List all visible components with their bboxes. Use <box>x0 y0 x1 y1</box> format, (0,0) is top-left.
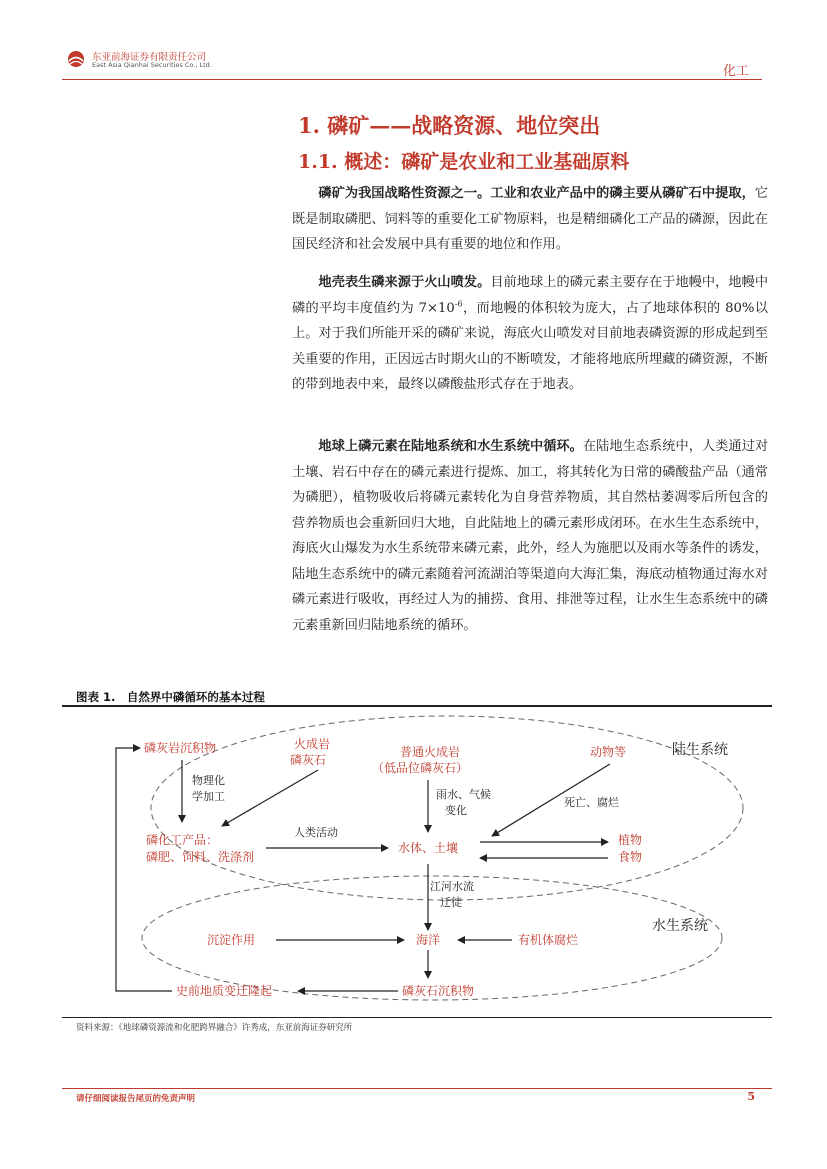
label-physical-line2: 学加工 <box>192 790 225 803</box>
node-common-igneous-line2: （低品位磷灰石） <box>372 761 469 775</box>
subsection-heading: 1.1. 概述：磷矿是农业和工业基础原料 <box>298 151 630 173</box>
paragraph-3-lead: 地球上磷元素在陆地系统和水生系统中循环。 <box>318 439 583 454</box>
node-animals: 动物等 <box>590 745 627 759</box>
node-sedimentation: 沉淀作用 <box>207 933 256 947</box>
node-plants-line2: 食物 <box>618 850 643 864</box>
land-system-label: 陆生系统 <box>672 742 728 758</box>
figure-title: 图表 1. 自然界中磷循环的基本过程 <box>76 690 265 704</box>
arrow-igneous-to-chem <box>222 770 318 826</box>
company-logo-icon <box>66 50 86 68</box>
node-chem-products-line1: 磷化工产品： <box>146 833 219 847</box>
disclaimer-note: 请仔细阅读报告尾页的免责声明 <box>76 1094 196 1104</box>
node-water-soil: 水体、土壤 <box>398 841 459 855</box>
footer-divider <box>62 1088 772 1089</box>
paragraph-3 <box>292 434 768 638</box>
company-name-en: East Asia Qianhai Securities Co., Ltd. <box>92 61 212 69</box>
paragraph-2-text-a: 目前地球上的磷元素主要存在于地幔中，地幔中磷的平均丰度值约为 7×10 <box>292 275 769 316</box>
node-igneous-rock-line1: 火成岩 <box>294 737 331 751</box>
paragraph-2-text-b: ，而地幔的体积较为庞大，占了地球体积的 80%以上。对于我们所能开采的磷矿来说，海底火山喷发对目前地表磷资源的形成起到至关重要的作用，正因远古时期火山的不断喷发，才能将地底所埋藏的磷资源，不断的带到地表中来，最终以磷酸盐形式存在于地表。 <box>292 300 768 392</box>
arrow-uplift-to-sediment <box>116 748 172 991</box>
water-system-label: 水生系统 <box>652 918 708 934</box>
label-river-line1: 江河水流 <box>430 880 474 893</box>
node-sedimentary-phosphate: 磷灰岩沉积物 <box>144 741 217 755</box>
label-human-activity: 人类活动 <box>294 826 338 839</box>
figure-bottom-rule <box>62 1017 772 1018</box>
node-common-igneous-line1: 普通火成岩 <box>400 745 461 759</box>
node-apatite-sediment: 磷灰石沉积物 <box>402 984 475 998</box>
paragraph-3-text: 在陆地生态系统中，人类通过对土壤、岩石中存在的磷元素进行提炼、加工，将其转化为日常的磷酸盐产品（通常为磷肥），植物吸收后将磷元素转化为自身营养物质，其自然枯萎凋零后所包含的营养物质也会重新回归大地，自此陆地上的磷元素形成闭环。在水生生态系统中，海底火山爆发为水生系统带来磷元素，此外，经人为施肥以及雨水等条件的诱发，陆地生态系统中的磷元素随着河流湖泊等渠道向大海汇集，海底动植物通过海水对磷元素进行吸收，再经过人为的捕捞、食用、排泄等过程，让水生生态系统中的磷元素重新回归陆地系统的循环。 <box>292 439 769 633</box>
paragraph-1-text: 它既是制取磷肥、饲料等的重要化工矿物原料，也是精细磷化工产品的磷源，因此在国民经济和社会发展中具有重要的地位和作用。 <box>292 186 768 252</box>
sector-label: 化工 <box>722 64 749 79</box>
node-ocean: 海洋 <box>416 933 441 947</box>
label-rain-line1: 雨水、气候 <box>436 788 491 801</box>
paragraph-2-lead: 地壳表生磷来源于火山喷发。 <box>318 275 491 290</box>
exponent: -6 <box>454 299 463 309</box>
label-river-line2: 迁徙 <box>440 896 462 909</box>
label-death-decay: 死亡、腐烂 <box>564 796 619 809</box>
node-igneous-rock-line2: 磷灰石 <box>290 753 327 767</box>
label-rain-line2: 变化 <box>445 804 467 817</box>
company-name-cn: 东亚前海证券有限责任公司 <box>92 52 207 63</box>
section-heading: 1. 磷矿——战略资源、地位突出 <box>298 113 601 138</box>
figure-source: 资料来源：《地球磷资源流和化肥跨界融合》许秀成，东亚前海证券研究所 <box>76 1023 353 1033</box>
header-divider <box>62 79 762 80</box>
paragraph-2 <box>292 270 768 398</box>
page-header <box>0 0 827 80</box>
figure-top-rule <box>62 705 772 707</box>
paragraph-1-lead: 磷矿为我国战略性资源之一。工业和农业产品中的磷主要从磷矿石中提取， <box>318 186 755 201</box>
phosphorus-cycle-diagram <box>62 708 772 1016</box>
paragraph-1 <box>292 181 768 258</box>
page-number: 5 <box>747 1090 755 1103</box>
node-plants-line1: 植物 <box>618 833 643 847</box>
node-geologic-uplift: 史前地质变迁隆起 <box>176 984 273 998</box>
node-chem-products-line2: 磷肥、饲料、洗涤剂 <box>146 850 255 864</box>
node-organic-decay: 有机体腐烂 <box>518 933 579 947</box>
label-physical-line1: 物理化 <box>192 774 225 787</box>
